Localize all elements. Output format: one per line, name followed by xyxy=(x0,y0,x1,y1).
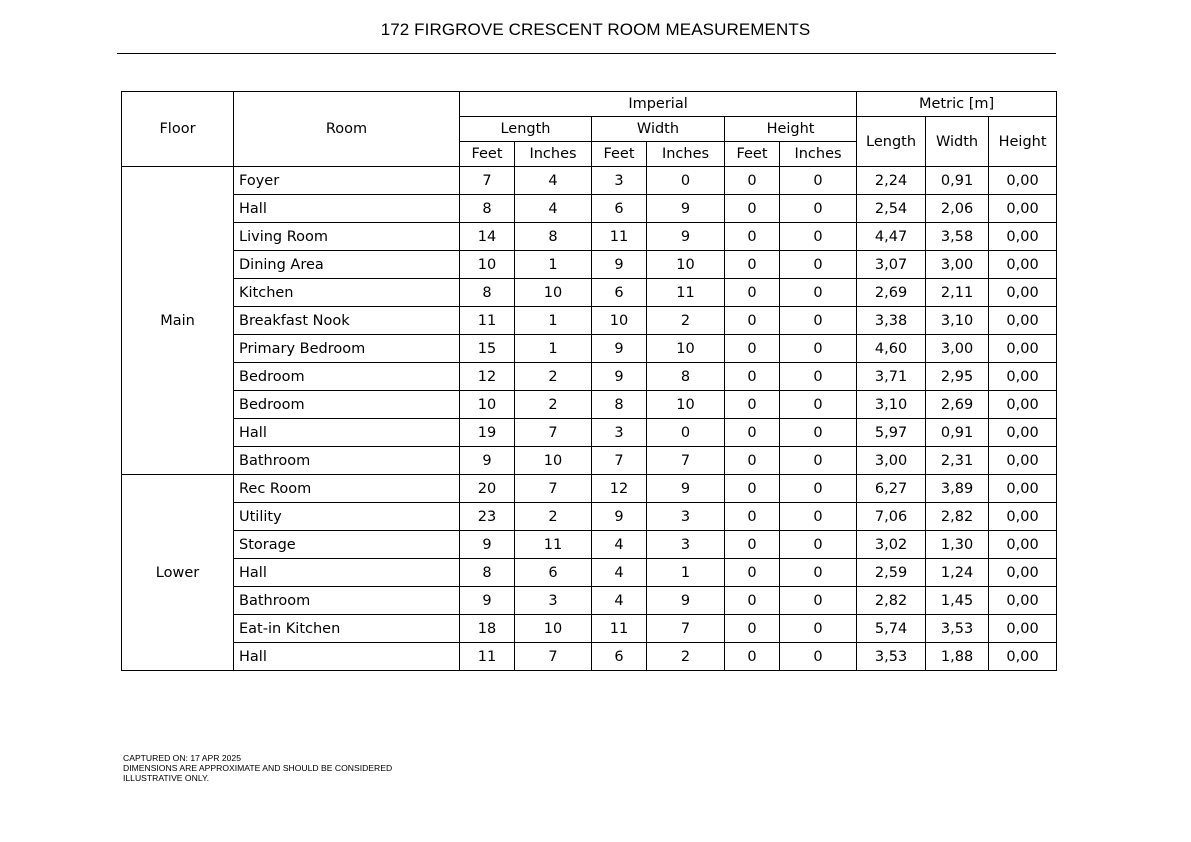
room-name: Foyer xyxy=(234,167,460,195)
header-length-inches: Inches xyxy=(515,142,592,167)
width-inches: 10 xyxy=(647,335,725,363)
metric-length: 3,38 xyxy=(857,307,926,335)
metric-width: 0,91 xyxy=(926,167,989,195)
length-inches: 6 xyxy=(515,559,592,587)
height-feet: 0 xyxy=(725,279,780,307)
metric-width: 1,24 xyxy=(926,559,989,587)
metric-height: 0,00 xyxy=(989,391,1057,419)
width-inches: 8 xyxy=(647,363,725,391)
width-feet: 4 xyxy=(592,531,647,559)
length-feet: 14 xyxy=(460,223,515,251)
length-feet: 12 xyxy=(460,363,515,391)
length-inches: 8 xyxy=(515,223,592,251)
length-inches: 1 xyxy=(515,307,592,335)
header-imperial: Imperial xyxy=(460,92,857,117)
metric-length: 4,47 xyxy=(857,223,926,251)
metric-width: 0,91 xyxy=(926,419,989,447)
width-inches: 0 xyxy=(647,419,725,447)
length-inches: 1 xyxy=(515,335,592,363)
height-feet: 0 xyxy=(725,335,780,363)
floor-label: Main xyxy=(122,167,234,475)
table-row xyxy=(122,391,1057,419)
height-feet: 0 xyxy=(725,531,780,559)
footnote xyxy=(123,753,392,783)
height-feet: 0 xyxy=(725,587,780,615)
table-body xyxy=(122,167,1057,671)
width-feet: 4 xyxy=(592,587,647,615)
width-feet: 6 xyxy=(592,195,647,223)
metric-length: 5,97 xyxy=(857,419,926,447)
metric-height: 0,00 xyxy=(989,559,1057,587)
table-row xyxy=(122,251,1057,279)
width-inches: 9 xyxy=(647,587,725,615)
metric-height: 0,00 xyxy=(989,587,1057,615)
length-feet: 18 xyxy=(460,615,515,643)
room-measurements-table xyxy=(121,91,1057,671)
width-inches: 9 xyxy=(647,475,725,503)
height-inches: 0 xyxy=(780,167,857,195)
metric-width: 1,45 xyxy=(926,587,989,615)
height-inches: 0 xyxy=(780,279,857,307)
header-metric-height: Height xyxy=(989,117,1057,167)
metric-length: 3,10 xyxy=(857,391,926,419)
room-name: Bathroom xyxy=(234,447,460,475)
height-feet: 0 xyxy=(725,195,780,223)
metric-length: 2,69 xyxy=(857,279,926,307)
height-inches: 0 xyxy=(780,307,857,335)
width-inches: 7 xyxy=(647,615,725,643)
height-inches: 0 xyxy=(780,335,857,363)
length-inches: 11 xyxy=(515,531,592,559)
header-floor: Floor xyxy=(122,92,234,167)
table-row xyxy=(122,615,1057,643)
length-inches: 1 xyxy=(515,251,592,279)
table-row xyxy=(122,643,1057,671)
width-inches: 10 xyxy=(647,391,725,419)
metric-height: 0,00 xyxy=(989,475,1057,503)
width-inches: 9 xyxy=(647,223,725,251)
room-name: Hall xyxy=(234,419,460,447)
height-inches: 0 xyxy=(780,643,857,671)
width-feet: 6 xyxy=(592,279,647,307)
header-metric-length: Length xyxy=(857,117,926,167)
room-name: Hall xyxy=(234,643,460,671)
room-name: Storage xyxy=(234,531,460,559)
room-name: Bedroom xyxy=(234,363,460,391)
width-inches: 1 xyxy=(647,559,725,587)
length-inches: 2 xyxy=(515,363,592,391)
length-inches: 10 xyxy=(515,279,592,307)
length-inches: 3 xyxy=(515,587,592,615)
room-name: Breakfast Nook xyxy=(234,307,460,335)
metric-height: 0,00 xyxy=(989,251,1057,279)
table-row xyxy=(122,335,1057,363)
height-inches: 0 xyxy=(780,391,857,419)
title-divider xyxy=(117,53,1056,54)
table-row xyxy=(122,531,1057,559)
room-name: Kitchen xyxy=(234,279,460,307)
length-feet: 23 xyxy=(460,503,515,531)
length-feet: 11 xyxy=(460,643,515,671)
length-inches: 10 xyxy=(515,615,592,643)
height-feet: 0 xyxy=(725,615,780,643)
header-width-feet: Feet xyxy=(592,142,647,167)
disclaimer-line-2: ILLUSTRATIVE ONLY. xyxy=(123,773,209,783)
header-height-feet: Feet xyxy=(725,142,780,167)
table-row xyxy=(122,503,1057,531)
height-feet: 0 xyxy=(725,167,780,195)
metric-height: 0,00 xyxy=(989,447,1057,475)
header-height-inches: Inches xyxy=(780,142,857,167)
length-inches: 7 xyxy=(515,643,592,671)
width-inches: 0 xyxy=(647,167,725,195)
length-inches: 2 xyxy=(515,503,592,531)
table-row xyxy=(122,279,1057,307)
header-metric: Metric [m] xyxy=(857,92,1057,117)
room-name: Hall xyxy=(234,559,460,587)
metric-length: 4,60 xyxy=(857,335,926,363)
metric-height: 0,00 xyxy=(989,363,1057,391)
height-feet: 0 xyxy=(725,475,780,503)
metric-width: 3,10 xyxy=(926,307,989,335)
width-feet: 9 xyxy=(592,335,647,363)
metric-length: 3,07 xyxy=(857,251,926,279)
width-feet: 9 xyxy=(592,363,647,391)
room-name: Bedroom xyxy=(234,391,460,419)
width-feet: 10 xyxy=(592,307,647,335)
height-inches: 0 xyxy=(780,223,857,251)
width-inches: 10 xyxy=(647,251,725,279)
metric-width: 2,82 xyxy=(926,503,989,531)
metric-length: 5,74 xyxy=(857,615,926,643)
width-inches: 7 xyxy=(647,447,725,475)
metric-width: 2,06 xyxy=(926,195,989,223)
room-name: Rec Room xyxy=(234,475,460,503)
height-feet: 0 xyxy=(725,643,780,671)
height-inches: 0 xyxy=(780,475,857,503)
height-feet: 0 xyxy=(725,223,780,251)
width-feet: 7 xyxy=(592,447,647,475)
metric-height: 0,00 xyxy=(989,335,1057,363)
metric-length: 2,59 xyxy=(857,559,926,587)
height-inches: 0 xyxy=(780,251,857,279)
height-inches: 0 xyxy=(780,363,857,391)
width-feet: 11 xyxy=(592,615,647,643)
header-imperial-height: Height xyxy=(725,117,857,142)
room-name: Utility xyxy=(234,503,460,531)
height-inches: 0 xyxy=(780,559,857,587)
metric-length: 7,06 xyxy=(857,503,926,531)
width-feet: 3 xyxy=(592,419,647,447)
metric-length: 3,02 xyxy=(857,531,926,559)
header-imperial-length: Length xyxy=(460,117,592,142)
height-inches: 0 xyxy=(780,195,857,223)
height-inches: 0 xyxy=(780,447,857,475)
metric-length: 2,24 xyxy=(857,167,926,195)
width-inches: 2 xyxy=(647,307,725,335)
table-row xyxy=(122,363,1057,391)
room-name: Eat-in Kitchen xyxy=(234,615,460,643)
metric-width: 2,31 xyxy=(926,447,989,475)
length-inches: 10 xyxy=(515,447,592,475)
length-feet: 9 xyxy=(460,447,515,475)
metric-width: 2,11 xyxy=(926,279,989,307)
height-feet: 0 xyxy=(725,559,780,587)
room-name: Living Room xyxy=(234,223,460,251)
length-feet: 20 xyxy=(460,475,515,503)
height-feet: 0 xyxy=(725,419,780,447)
length-inches: 4 xyxy=(515,195,592,223)
page-title: 172 FIRGROVE CRESCENT ROOM MEASUREMENTS xyxy=(380,20,811,39)
header-metric-width: Width xyxy=(926,117,989,167)
length-feet: 8 xyxy=(460,559,515,587)
table-row xyxy=(122,587,1057,615)
table-row xyxy=(122,475,1057,503)
height-feet: 0 xyxy=(725,363,780,391)
width-feet: 6 xyxy=(592,643,647,671)
length-inches: 7 xyxy=(515,419,592,447)
disclaimer-line-1: DIMENSIONS ARE APPROXIMATE AND SHOULD BE CONSIDERED xyxy=(123,763,393,773)
width-inches: 2 xyxy=(647,643,725,671)
metric-width: 2,69 xyxy=(926,391,989,419)
height-feet: 0 xyxy=(725,307,780,335)
metric-height: 0,00 xyxy=(989,615,1057,643)
width-inches: 3 xyxy=(647,503,725,531)
metric-height: 0,00 xyxy=(989,223,1057,251)
height-feet: 0 xyxy=(725,447,780,475)
table-row xyxy=(122,167,1057,195)
table-row xyxy=(122,223,1057,251)
length-feet: 19 xyxy=(460,419,515,447)
width-inches: 9 xyxy=(647,195,725,223)
metric-width: 1,88 xyxy=(926,643,989,671)
width-inches: 11 xyxy=(647,279,725,307)
header-width-inches: Inches xyxy=(647,142,725,167)
width-feet: 9 xyxy=(592,503,647,531)
width-feet: 4 xyxy=(592,559,647,587)
header-room: Room xyxy=(234,92,460,167)
table-row xyxy=(122,307,1057,335)
table-row xyxy=(122,195,1057,223)
length-feet: 10 xyxy=(460,251,515,279)
room-name: Bathroom xyxy=(234,587,460,615)
length-feet: 9 xyxy=(460,531,515,559)
length-feet: 11 xyxy=(460,307,515,335)
metric-height: 0,00 xyxy=(989,419,1057,447)
metric-height: 0,00 xyxy=(989,503,1057,531)
metric-height: 0,00 xyxy=(989,195,1057,223)
metric-width: 2,95 xyxy=(926,363,989,391)
metric-length: 2,54 xyxy=(857,195,926,223)
metric-length: 2,82 xyxy=(857,587,926,615)
metric-height: 0,00 xyxy=(989,643,1057,671)
room-name: Hall xyxy=(234,195,460,223)
metric-height: 0,00 xyxy=(989,279,1057,307)
height-feet: 0 xyxy=(725,391,780,419)
metric-length: 3,53 xyxy=(857,643,926,671)
width-feet: 11 xyxy=(592,223,647,251)
metric-width: 3,89 xyxy=(926,475,989,503)
metric-height: 0,00 xyxy=(989,167,1057,195)
height-feet: 0 xyxy=(725,251,780,279)
metric-height: 0,00 xyxy=(989,531,1057,559)
height-inches: 0 xyxy=(780,615,857,643)
width-inches: 3 xyxy=(647,531,725,559)
length-inches: 4 xyxy=(515,167,592,195)
height-inches: 0 xyxy=(780,531,857,559)
length-feet: 10 xyxy=(460,391,515,419)
room-name: Primary Bedroom xyxy=(234,335,460,363)
width-feet: 3 xyxy=(592,167,647,195)
metric-width: 3,00 xyxy=(926,251,989,279)
header-imperial-width: Width xyxy=(592,117,725,142)
height-inches: 0 xyxy=(780,587,857,615)
length-feet: 8 xyxy=(460,279,515,307)
metric-width: 3,53 xyxy=(926,615,989,643)
metric-length: 3,71 xyxy=(857,363,926,391)
metric-width: 3,58 xyxy=(926,223,989,251)
metric-height: 0,00 xyxy=(989,307,1057,335)
length-feet: 15 xyxy=(460,335,515,363)
width-feet: 9 xyxy=(592,251,647,279)
room-name: Dining Area xyxy=(234,251,460,279)
metric-length: 6,27 xyxy=(857,475,926,503)
metric-width: 1,30 xyxy=(926,531,989,559)
floor-label: Lower xyxy=(122,475,234,671)
table-row xyxy=(122,447,1057,475)
height-feet: 0 xyxy=(725,503,780,531)
width-feet: 12 xyxy=(592,475,647,503)
metric-width: 3,00 xyxy=(926,335,989,363)
height-inches: 0 xyxy=(780,419,857,447)
metric-length: 3,00 xyxy=(857,447,926,475)
table-row xyxy=(122,419,1057,447)
capture-date: CAPTURED ON: 17 APR 2025 xyxy=(123,753,241,763)
table-row xyxy=(122,559,1057,587)
length-feet: 9 xyxy=(460,587,515,615)
length-inches: 2 xyxy=(515,391,592,419)
width-feet: 8 xyxy=(592,391,647,419)
height-inches: 0 xyxy=(780,503,857,531)
length-feet: 8 xyxy=(460,195,515,223)
length-feet: 7 xyxy=(460,167,515,195)
length-inches: 7 xyxy=(515,475,592,503)
header-length-feet: Feet xyxy=(460,142,515,167)
